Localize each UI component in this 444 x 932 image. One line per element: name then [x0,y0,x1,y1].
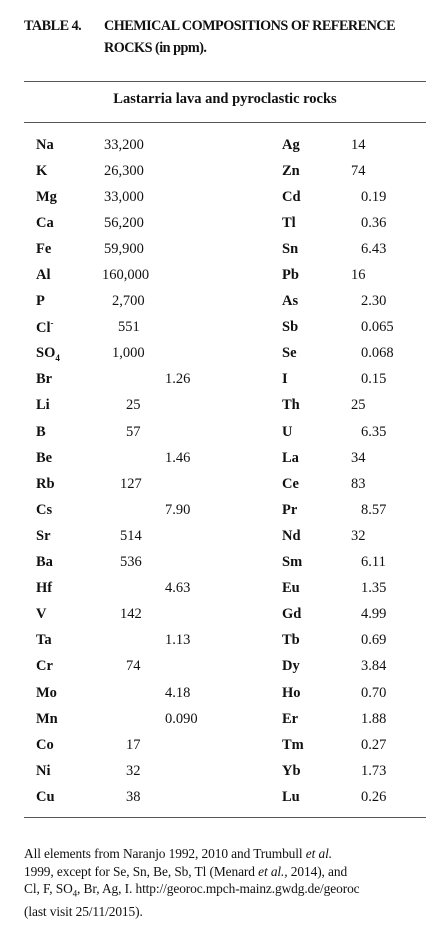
element-symbol: K [36,162,48,179]
element-symbol: Mg [36,188,57,205]
table-row [24,184,426,210]
table-row [24,289,426,315]
element-symbol: Pr [282,501,298,518]
table-row [24,341,426,367]
element-symbol: Sb [282,319,299,336]
element-value: 0.36 [361,214,387,231]
element-value: 74 [351,162,366,179]
element-value: 127 [120,475,142,492]
element-symbol: Cl- [36,318,54,337]
element-value: 25 [351,397,366,414]
element-symbol: $SO_4$ [36,344,60,363]
element-symbol: Br [36,371,53,388]
element-symbol: Rb [36,475,55,492]
element-value: 8.57 [361,501,387,518]
element-symbol: U [282,423,293,440]
element-value: 1.35 [361,580,387,597]
element-value: 32 [126,762,141,779]
footnote-line-4: (last visit 25/11/2015). [24,904,143,920]
bottom-rule [24,817,426,818]
element-value: 0.068 [361,345,394,362]
element-value: 4.18 [165,684,191,701]
element-symbol: Na [36,136,54,153]
element-value: 26,300 [104,162,144,179]
element-value: 1.26 [165,371,191,388]
table-row [24,315,426,341]
table-row [24,445,426,471]
table-row [24,132,426,158]
header-rule [24,122,426,123]
element-symbol: Be [36,449,53,466]
element-symbol: Zn [282,162,300,179]
element-value: 6.43 [361,240,387,257]
table-title-line2: ROCKS (in ppm). [104,40,207,56]
table-row [24,706,426,732]
table-row [24,602,426,628]
element-value: 4.63 [165,580,191,597]
element-value: 6.11 [361,554,386,571]
element-value: 142 [120,606,142,623]
element-symbol: Ag [282,136,300,153]
element-symbol: Tl [282,214,296,231]
element-symbol: Mn [36,710,58,727]
element-value: 0.15 [361,371,387,388]
element-symbol: Hf [36,580,53,597]
element-value: 0.69 [361,632,387,649]
element-symbol: Eu [282,580,300,597]
table-row [24,236,426,262]
table-row [24,262,426,288]
table-row [24,576,426,602]
element-symbol: B [36,423,46,440]
element-value: 2.30 [361,293,387,310]
table-body [24,132,426,810]
element-value: 0.19 [361,188,387,205]
element-value: 1,000 [112,345,145,362]
element-value: 56,200 [104,214,144,231]
element-symbol: Th [282,397,300,414]
element-value: 1.73 [361,762,387,779]
table-row [24,523,426,549]
table-title-line1: CHEMICAL COMPOSITIONS OF REFERENCE [104,18,396,34]
element-value: 59,900 [104,240,144,257]
footnote-line-1: All elements from Naranjo 1992, 2010 and Trumbull et al. [24,846,332,861]
element-value: 57 [126,423,141,440]
element-value: 74 [126,658,141,675]
element-symbol: Gd [282,606,302,623]
element-symbol: Al [36,267,51,284]
element-value: 16 [351,267,366,284]
table-subtitle: Lastarria lava and pyroclastic rocks [113,91,337,107]
element-value: 2,700 [112,293,145,310]
element-value: 0.065 [361,319,394,336]
element-symbol: Se [282,345,297,362]
element-value: 1.88 [361,710,387,727]
table-row [24,367,426,393]
element-symbol: Cs [36,501,53,518]
table-row [24,419,426,445]
element-symbol: Lu [282,788,300,805]
element-value: 33,000 [104,188,144,205]
element-value: 536 [120,554,142,571]
element-value: 4.99 [361,606,387,623]
element-symbol: Tb [282,632,300,649]
element-value: 17 [126,736,141,753]
table-row [24,210,426,236]
element-symbol: Cu [36,788,55,805]
element-symbol: Ce [282,475,299,492]
table-row [24,732,426,758]
element-value: 0.090 [165,710,198,727]
element-symbol: Sr [36,527,51,544]
table-row [24,158,426,184]
element-value: 6.35 [361,423,387,440]
element-value: 160,000 [102,267,150,284]
element-symbol: Dy [282,658,300,675]
top-rule [24,81,426,82]
footnote-line-3: Cl, F, $SO_4$, Br, Ag, I. http://georoc.mpch-mainz.gwdg.de/georoc [24,881,360,899]
element-symbol: Yb [282,762,301,779]
footnote-line-2: 1999, except for Se, Sn, Be, Sb, Tl (Menard et al., 2014), and [24,863,348,879]
element-symbol: Mo [36,684,57,701]
table-row [24,497,426,523]
element-value: 33,200 [104,136,144,153]
element-symbol: Sm [282,554,303,571]
element-symbol: Er [282,710,299,727]
table-row [24,550,426,576]
element-symbol: Ta [36,632,52,649]
table-caption [24,15,436,59]
table-row [24,628,426,654]
table-number: TABLE 4. [24,18,82,34]
element-symbol: Fe [36,240,52,257]
element-symbol: Ni [36,762,51,779]
element-symbol: As [282,293,299,310]
element-value: 25 [126,397,141,414]
composition-table [24,132,426,810]
element-value: 0.70 [361,684,387,701]
table-row [24,784,426,810]
element-symbol: I [282,371,288,388]
table-row [24,680,426,706]
element-value: 32 [351,527,366,544]
element-value: 34 [351,449,366,466]
element-symbol: P [36,293,45,310]
element-value: 83 [351,475,366,492]
table-row [24,654,426,680]
element-symbol: Sn [282,240,299,257]
table-row [24,758,426,784]
element-symbol: Ba [36,554,53,571]
element-value: 1.46 [165,449,191,466]
element-value: 1.13 [165,632,191,649]
element-symbol: Cd [282,188,301,205]
element-value: 514 [120,527,142,544]
element-value: 38 [126,788,141,805]
element-value: 0.26 [361,788,387,805]
element-symbol: Cr [36,658,53,675]
element-value: 551 [118,319,140,336]
element-symbol: Li [36,397,50,414]
table-row [24,471,426,497]
element-symbol: Ca [36,214,54,231]
element-symbol: Ho [282,684,301,701]
element-value: 7.90 [165,501,191,518]
element-symbol: V [36,606,47,623]
element-value: 0.27 [361,736,387,753]
footnote [24,845,436,921]
element-symbol: Tm [282,736,304,753]
element-value: 3.84 [361,658,387,675]
table-row [24,393,426,419]
element-value: 14 [351,136,366,153]
element-symbol: La [282,449,299,466]
element-symbol: Pb [282,267,299,284]
element-symbol: Nd [282,527,301,544]
element-symbol: Co [36,736,54,753]
